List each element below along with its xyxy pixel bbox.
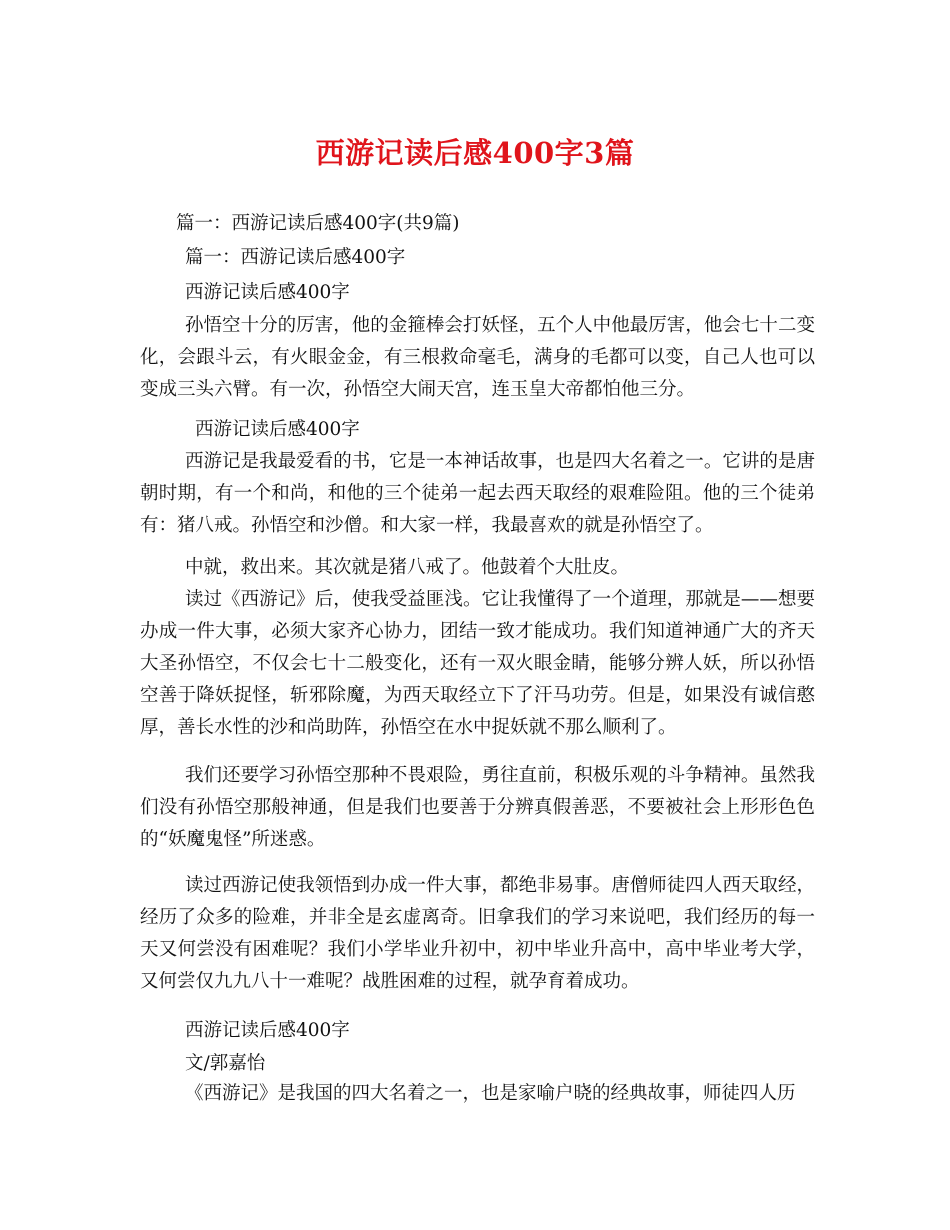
- essay-heading: 西游记读后感400字: [185, 1020, 350, 1041]
- author-line: 文/郭嘉怡: [185, 1053, 266, 1074]
- document-title: 西游记读后感400字3篇: [315, 136, 635, 170]
- paragraph: 读过《西游记》后，使我受益匪浅。它让我懂得了一个道理，那就是——想要办成一件大事，必须大家齐心协力，团结一致才能成功。我们知道神通广大的齐天大圣孙悟空，不仅会七十二般变化，还有一双火眼金睛，能够分辨人妖，所以孙悟空善于降妖捉怪，斩邪除魔，为西天取经立下了汗马功劳。但是，如果没有诚信憨厚，善长水性的沙和尚助阵，孙悟空在水中捉妖就不那么顺利了。: [140, 589, 815, 738]
- paragraph: 读过西游记使我领悟到办成一件大事，都绝非易事。唐僧师徒四人西天取经，经历了众多的险难，并非全是玄虚离奇。旧拿我们的学习来说吧，我们经历的每一天又何尝没有困难呢？我们小学毕业升初中，初中毕业升高中，高中毕业考大学，又何尝仅九九八十一难呢？战胜困难的过程，就孕育着成功。: [140, 875, 815, 992]
- paragraph: 《西游记》是我国的四大名着之一，也是家喻户晓的经典故事，师徒四人历: [185, 1083, 796, 1104]
- section-heading: 篇一：西游记读后感400字(共9篇): [176, 213, 460, 234]
- subsection-heading: 篇一：西游记读后感400字: [185, 247, 406, 268]
- paragraph: 孙悟空十分的厉害，他的金箍棒会打妖怪，五个人中他最厉害，他会七十二变化，会跟斗云，有火眼金金，有三根救命毫毛，满身的毛都可以变，自己人也可以变成三头六臂。有一次，孙悟空大闹天宫，连玉皇大帝都怕他三分。: [140, 315, 815, 400]
- essay-heading: 西游记读后感400字: [195, 419, 360, 440]
- paragraph-line: 中就，救出来。其次就是猪八戒了。他鼓着个大肚皮。: [185, 557, 630, 578]
- paragraph: 西游记是我最爱看的书，它是一本神话故事，也是四大名着之一。它讲的是唐朝时期，有一个和尚，和他的三个徒弟一起去西天取经的艰难险阻。他的三个徒弟有：猪八戒。孙悟空和沙僧。和大家一样，我最喜欢的就是孙悟空了。: [140, 451, 815, 536]
- paragraph: 我们还要学习孙悟空那种不畏艰险，勇往直前，积极乐观的斗争精神。虽然我们没有孙悟空那般神通，但是我们也要善于分辨真假善恶，不要被社会上形形色色的“妖魔鬼怪”所迷惑。: [140, 765, 815, 850]
- essay-heading: 西游记读后感400字: [185, 282, 350, 303]
